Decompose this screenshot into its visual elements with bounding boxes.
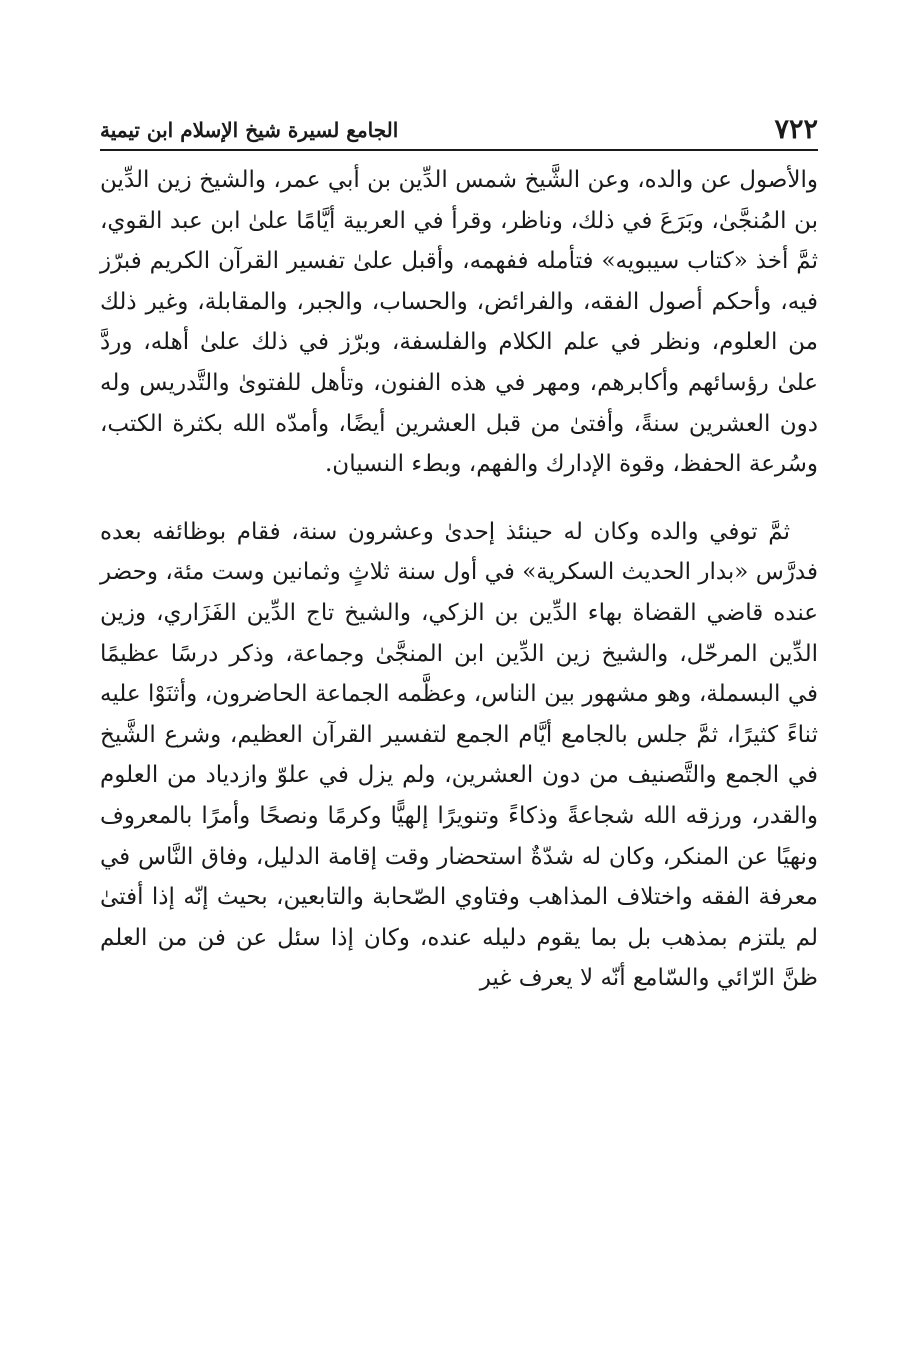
paragraph-2: ثمَّ توفي والده وكان له حينئذ إحدىٰ وعشرون سنة، فقام بوظائفه بعده فدرَّس «بدار الحديث السكرية» في أول سنة ثلاثٍ وثمانين وست مئة، وحضر عنده قاضي القضاة بهاء الدِّين بن الزكي، والشيخ تاج الدِّين الفَزَاري، وزين الدِّين المرحّل، والشيخ زين الدِّين ابن المنجَّىٰ وجماعة، وذكر درسًا عظيمًا في البسملة، وهو مشهور بين الناس، وعظَّمه الجماعة الحاضرون، وأثنَوْا عليه ثناءً كثيرًا، ثمَّ جلس بالجامع أيَّام الجمع لتفسير القرآن العظيم، وشرع الشَّيخ في الجمع والتَّصنيف من دون العشرين، ولم يزل في علوّ وازدياد من العلوم والقدر، ورزقه الله شجاعةً وذكاءً وتنويرًا إلهيًّا وكرمًا ونصحًا وأمرًا بالمعروف ونهيًا عن المنكر، وكان له شدّةٌ استحضار وقت إقامة الدليل، وفاق النَّاس في معرفة الفقه واختلاف المذاهب وفتاوي الصّحابة والتابعين، بحيث إنّه إذا أفتىٰ لم يلتزم بمذهب بل بما يقوم دليله عنده، وكان إذا سئل عن فن من العلم ظنَّ الرّائي والسّامع أنّه لا يعرف غير: [100, 518, 818, 992]
page-number: ٧٢٢: [774, 114, 818, 145]
header-divider: [100, 149, 818, 151]
page-header: [100, 114, 818, 148]
paragraph-1: والأصول عن والده، وعن الشَّيخ شمس الدِّين بن أبي عمر، والشيخ زين الدِّين بن المُنجَّىٰ، وبَرَعَ في ذلك، وناظر، وقرأ في العربية أيَّامًا علىٰ ابن عبد القوي، ثمَّ أخذ «كتاب سيبويه» فتأمله ففهمه، وأقبل علىٰ تفسير القرآن الكريم فبرّز فيه، وأحكم أصول الفقه، والفرائض، والحساب، والجبر، والمقابلة، وغير ذلك من العلوم، ونظر في علم الكلام والفلسفة، وبرّز في ذلك علىٰ أهله، وردَّ علىٰ رؤسائهم وأكابرهم، ومهر في هذه الفنون، وتأهل للفتوىٰ والتَّدريس وله دون العشرين سنةً، وأفتىٰ من قبل العشرين أيضًا، وأمدّه الله بكثرة الكتب، وسُرعة الحفظ، وقوة الإدارك والفهم، وبطء النسيان.: [100, 167, 818, 478]
body-text: [100, 160, 818, 999]
running-title: الجامع لسيرة شيخ الإسلام ابن تيمية: [100, 118, 399, 142]
